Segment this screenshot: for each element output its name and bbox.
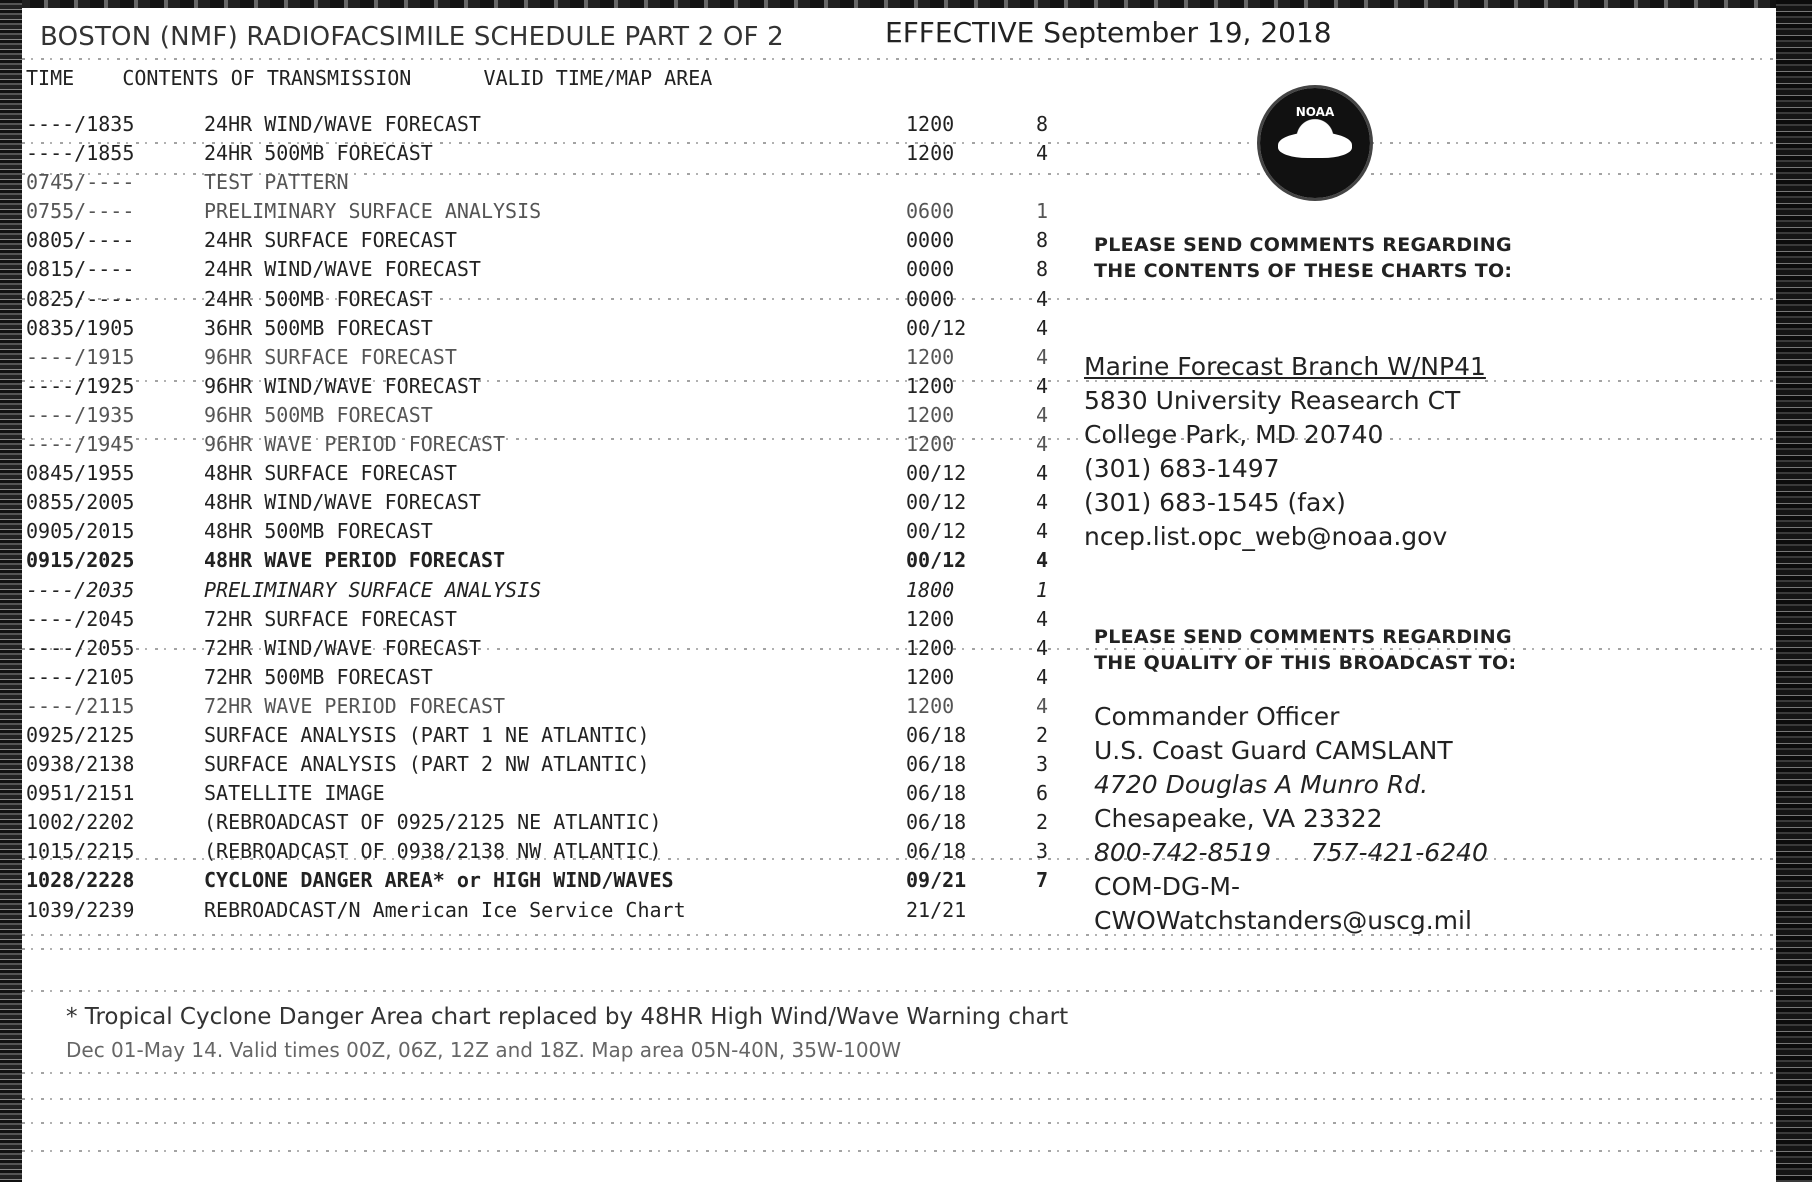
table-row (26, 287, 1076, 316)
row-map-area: 4 (1036, 286, 1049, 311)
table-row (26, 810, 1076, 839)
contents-comments-notice (1094, 232, 1512, 284)
row-time: 1002/2202 (26, 810, 135, 835)
row-contents: 48HR WIND/WAVE FORECAST (204, 490, 481, 515)
row-valid-time: 06/18 (906, 722, 967, 747)
row-time: 0825/---- (26, 286, 135, 311)
scan-noise (22, 58, 1776, 60)
table-row (26, 316, 1076, 345)
contact-email-part2[interactable]: CWOWatchstanders@uscg.mil (1094, 906, 1472, 935)
footnote-line-2: Dec 01-May 14. Valid times 00Z, 06Z, 12Z and 18Z. Map area 05N-40N, 35W-100W (66, 1038, 902, 1062)
row-time: 1028/2228 (26, 868, 135, 893)
row-valid-time: 0600 (906, 199, 955, 224)
row-map-area: 4 (1036, 141, 1049, 166)
table-row (26, 490, 1076, 519)
row-contents: 24HR WIND/WAVE FORECAST (204, 257, 481, 282)
table-row (26, 403, 1076, 432)
row-time: 0845/1955 (26, 461, 135, 486)
row-valid-time: 0000 (906, 257, 955, 282)
row-contents: PRELIMINARY SURFACE ANALYSIS (204, 577, 542, 602)
row-time: ----/2045 (26, 606, 135, 631)
row-map-area: 1 (1036, 199, 1049, 224)
scan-edge-right (1776, 0, 1812, 1182)
row-time: 0835/1905 (26, 315, 135, 340)
row-time: 0745/---- (26, 170, 135, 195)
row-valid-time: 00/12 (906, 490, 967, 515)
table-row (26, 898, 1076, 927)
row-valid-time: 06/18 (906, 781, 967, 806)
row-contents: SURFACE ANALYSIS (PART 1 NE ATLANTIC) (204, 722, 650, 747)
scan-noise (22, 1072, 1776, 1074)
row-contents: (REBROADCAST OF 0938/2138 NW ATLANTIC) (204, 839, 662, 864)
row-contents: 24HR SURFACE FORECAST (204, 228, 457, 253)
row-contents: PRELIMINARY SURFACE ANALYSIS (204, 199, 542, 224)
row-map-area: 2 (1036, 722, 1049, 747)
row-time: 1015/2215 (26, 839, 135, 864)
scan-noise (22, 990, 1776, 992)
row-contents: 24HR WIND/WAVE FORECAST (204, 112, 481, 136)
row-contents: 72HR 500MB FORECAST (204, 664, 433, 689)
row-map-area: 8 (1036, 257, 1049, 282)
logo-text: NOAA (1295, 105, 1335, 119)
table-row (26, 723, 1076, 752)
row-map-area: 4 (1036, 548, 1049, 573)
row-time: 0915/2025 (26, 548, 135, 573)
row-contents: SATELLITE IMAGE (204, 781, 385, 806)
table-row (26, 228, 1076, 257)
contact-city: Chesapeake, VA 23322 (1094, 804, 1383, 833)
row-contents: 48HR SURFACE FORECAST (204, 461, 457, 486)
table-row (26, 257, 1076, 286)
row-time: ----/2035 (26, 577, 135, 602)
row-time: 0951/2151 (26, 781, 135, 806)
row-valid-time: 0000 (906, 286, 955, 311)
row-contents: 96HR WAVE PERIOD FORECAST (204, 432, 506, 457)
row-valid-time: 00/12 (906, 315, 967, 340)
notice-line: PLEASE SEND COMMENTS REGARDING (1094, 626, 1512, 648)
table-row (26, 665, 1076, 694)
table-row (26, 519, 1076, 548)
row-valid-time: 1200 (906, 344, 955, 369)
row-map-area: 8 (1036, 112, 1049, 136)
row-valid-time: 1200 (906, 373, 955, 398)
row-contents: 72HR SURFACE FORECAST (204, 606, 457, 631)
table-row (26, 781, 1076, 810)
table-row (26, 461, 1076, 490)
row-contents: 96HR WIND/WAVE FORECAST (204, 373, 481, 398)
row-map-area: 3 (1036, 752, 1049, 777)
row-contents: 96HR SURFACE FORECAST (204, 344, 457, 369)
row-map-area: 4 (1036, 432, 1049, 457)
scan-edge-top (0, 0, 1812, 8)
row-valid-time: 1200 (906, 402, 955, 427)
row-map-area: 6 (1036, 781, 1049, 806)
row-time: 1039/2239 (26, 897, 135, 922)
row-time: ----/1835 (26, 112, 135, 136)
row-valid-time: 1200 (906, 635, 955, 660)
contact-phones: 800-742-8519 757-421-6240 (1094, 838, 1488, 867)
row-time: 0905/2015 (26, 519, 135, 544)
effective-date: EFFECTIVE September 19, 2018 (885, 16, 1332, 49)
table-row (26, 141, 1076, 170)
row-time: 0855/2005 (26, 490, 135, 515)
row-map-area: 8 (1036, 228, 1049, 253)
row-contents: 72HR WAVE PERIOD FORECAST (204, 693, 506, 718)
row-map-area: 3 (1036, 839, 1049, 864)
row-valid-time: 1200 (906, 141, 955, 166)
noaa-logo (1260, 88, 1370, 198)
row-contents: (REBROADCAST OF 0925/2125 NE ATLANTIC) (204, 810, 662, 835)
row-time: ----/2115 (26, 693, 135, 718)
row-map-area: 4 (1036, 490, 1049, 515)
scan-noise (22, 1098, 1776, 1100)
contact-name: Commander Officer (1094, 702, 1340, 731)
row-map-area: 4 (1036, 664, 1049, 689)
row-contents: 48HR WAVE PERIOD FORECAST (204, 548, 506, 573)
row-contents: CYCLONE DANGER AREA* or HIGH WIND/WAVES (204, 868, 674, 893)
marine-forecast-contact (1084, 350, 1486, 554)
row-map-area: 4 (1036, 373, 1049, 398)
row-valid-time: 06/18 (906, 752, 967, 777)
scan-noise (22, 934, 1776, 936)
row-time: 0938/2138 (26, 752, 135, 777)
row-map-area: 4 (1036, 606, 1049, 631)
table-row (26, 112, 1076, 141)
row-contents: 24HR 500MB FORECAST (204, 286, 433, 311)
row-map-area: 4 (1036, 402, 1049, 427)
table-row (26, 199, 1076, 228)
table-row (26, 170, 1076, 199)
row-time: ----/1925 (26, 373, 135, 398)
table-row (26, 432, 1076, 461)
row-map-area: 1 (1036, 577, 1049, 602)
row-valid-time: 00/12 (906, 548, 967, 573)
scan-noise (22, 948, 1776, 950)
row-valid-time: 1200 (906, 432, 955, 457)
row-time: 0815/---- (26, 257, 135, 282)
row-map-area: 7 (1036, 868, 1049, 893)
row-valid-time: 06/18 (906, 839, 967, 864)
schedule-table (26, 112, 1076, 927)
table-row (26, 868, 1076, 897)
scan-noise (22, 1122, 1776, 1124)
row-valid-time: 1800 (906, 577, 955, 602)
row-contents: SURFACE ANALYSIS (PART 2 NW ATLANTIC) (204, 752, 650, 777)
schedule-title: BOSTON (NMF) RADIOFACSIMILE SCHEDULE PART 2 OF 2 (40, 22, 784, 52)
contact-email-part1[interactable]: COM-DG-M- (1094, 872, 1240, 901)
row-time: 0805/---- (26, 228, 135, 253)
row-map-area: 4 (1036, 315, 1049, 340)
contact-name: Marine Forecast Branch W/NP41 (1084, 352, 1486, 381)
table-row (26, 578, 1076, 607)
row-time: ----/1945 (26, 432, 135, 457)
row-valid-time: 00/12 (906, 519, 967, 544)
row-map-area: 4 (1036, 344, 1049, 369)
row-time: ----/2105 (26, 664, 135, 689)
contact-city: College Park, MD 20740 (1084, 420, 1384, 449)
notice-line: THE CONTENTS OF THESE CHARTS TO: (1094, 260, 1513, 282)
row-valid-time: 21/21 (906, 897, 967, 922)
contact-phone: (301) 683-1497 (1084, 454, 1280, 483)
row-map-area: 4 (1036, 635, 1049, 660)
row-map-area: 4 (1036, 461, 1049, 486)
table-row (26, 374, 1076, 403)
table-row (26, 839, 1076, 868)
coast-guard-contact (1094, 700, 1488, 938)
contact-address: 4720 Douglas A Munro Rd. (1094, 770, 1429, 799)
row-contents: TEST PATTERN (204, 170, 349, 195)
row-contents: 96HR 500MB FORECAST (204, 402, 433, 427)
column-headers: TIME CONTENTS OF TRANSMISSION VALID TIME/MAP AREA (26, 66, 713, 90)
row-time: ----/1855 (26, 141, 135, 166)
row-contents: REBROADCAST/N American Ice Service Chart (204, 897, 686, 922)
row-map-area: 4 (1036, 519, 1049, 544)
row-time: 0755/---- (26, 199, 135, 224)
row-contents: 48HR 500MB FORECAST (204, 519, 433, 544)
table-row (26, 345, 1076, 374)
row-map-area: 2 (1036, 810, 1049, 835)
table-row (26, 636, 1076, 665)
contact-org: U.S. Coast Guard CAMSLANT (1094, 736, 1453, 765)
row-valid-time: 06/18 (906, 810, 967, 835)
row-valid-time: 1200 (906, 664, 955, 689)
contact-fax: (301) 683-1545 (fax) (1084, 488, 1346, 517)
row-contents: 72HR WIND/WAVE FORECAST (204, 635, 481, 660)
table-row (26, 548, 1076, 577)
footnote-line-1: * Tropical Cyclone Danger Area chart replaced by 48HR High Wind/Wave Warning chart (66, 1004, 1069, 1030)
contact-address: 5830 University Reasearch CT (1084, 386, 1461, 415)
row-time: ----/1915 (26, 344, 135, 369)
quality-comments-notice (1094, 624, 1516, 676)
notice-line: THE QUALITY OF THIS BROADCAST TO: (1094, 652, 1517, 674)
row-valid-time: 0000 (906, 228, 955, 253)
table-row (26, 752, 1076, 781)
row-time: ----/2055 (26, 635, 135, 660)
row-valid-time: 00/12 (906, 461, 967, 486)
row-valid-time: 1200 (906, 606, 955, 631)
notice-line: PLEASE SEND COMMENTS REGARDING (1094, 234, 1512, 256)
row-time: 0925/2125 (26, 722, 135, 747)
table-row (26, 607, 1076, 636)
row-valid-time: 1200 (906, 112, 955, 136)
row-map-area: 4 (1036, 693, 1049, 718)
row-valid-time: 1200 (906, 693, 955, 718)
row-contents: 24HR 500MB FORECAST (204, 141, 433, 166)
row-time: ----/1935 (26, 402, 135, 427)
table-row (26, 694, 1076, 723)
row-contents: 36HR 500MB FORECAST (204, 315, 433, 340)
contact-email[interactable]: ncep.list.opc_web@noaa.gov (1084, 522, 1448, 551)
scan-edge-left (0, 0, 22, 1182)
row-valid-time: 09/21 (906, 868, 967, 893)
scan-noise (22, 1150, 1776, 1152)
